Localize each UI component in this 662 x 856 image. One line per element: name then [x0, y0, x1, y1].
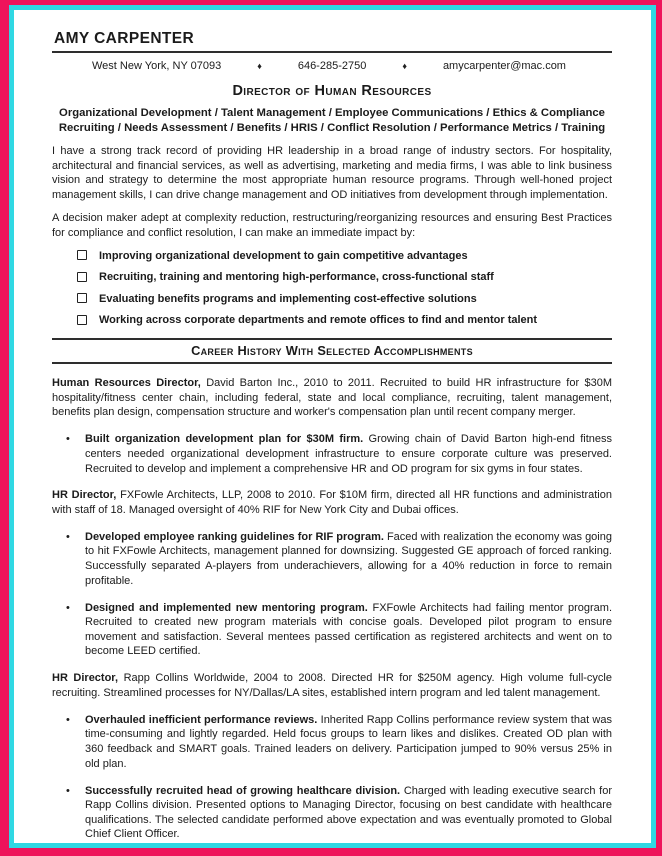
skills-line-2: Recruiting / Needs Assessment / Benefits / HRIS / Conflict Resolution / Performance Metrics / Training: [58, 121, 606, 134]
accomplishment-detail: Inherited Rapp Collins performance review system that was time-consuming and lightly regarded. Held focus groups to learn likes and dislikes. Created OD plan with 360 feedback and SMART goals. Trained leaders on delivery. Participation jumped to 90% versus 25% in old plan.: [85, 713, 612, 770]
skills-line-1: Organizational Development / Talent Management / Employee Communications / Ethics & Compliance: [59, 107, 605, 119]
list-item: [77, 292, 612, 306]
accomplishment-text: [85, 530, 612, 588]
contact-row: [52, 60, 612, 72]
accomplishment-lead: Overhauled inefficient performance reviews.: [85, 713, 318, 726]
checkbox-icon: [77, 293, 87, 303]
job-section: [52, 488, 612, 659]
job-summary: [52, 488, 612, 517]
summary-paragraph-2: A decision maker adept at complexity reduction, restructuring/reorganizing resources and ensuring Best Practices for compliance and conflict resolution, I can make an immediate impact by:: [52, 212, 612, 239]
job-description: David Barton Inc., 2010 to 2011. Recruited to build HR infrastructure for $30M hospitality/fitness center chain, including federal, state and local compliance, recruiting, talent management, benefits plan design, compensation structure and worker's compensation plan until recent company merger.: [52, 377, 612, 419]
accomplishment-text: [85, 601, 612, 659]
accomplishment-lead: Successfully recruited head of growing healthcare division.: [85, 784, 401, 797]
accomplishment-item: [52, 530, 612, 588]
checkbox-icon: [77, 315, 87, 325]
accomplishment-detail: FXFowle Architects had failing mentor program. Recruited to created new program materials with concise goals. Developed pilot program to ensure movement and satisfaction. Several mentees passed certification as registered architects and went on to become LEED certified.: [85, 601, 612, 658]
impact-list: [52, 249, 612, 328]
job-summary: [52, 671, 612, 700]
diamond-icon: ♦: [257, 61, 262, 71]
bullet-icon: •: [66, 784, 70, 797]
job-description: Rapp Collins Worldwide, 2004 to 2008. Directed HR for $250M agency. High volume full-cycle recruiting. Streamlined processes for NY/Dallas/LA sites, established intern program and led talent management.: [52, 672, 612, 699]
accomplishment-text: [85, 432, 612, 476]
section-header-career-history: Career History With Selected Accomplishments: [52, 338, 612, 364]
impact-item-label: Evaluating benefits programs and implementing cost-effective solutions: [99, 292, 477, 305]
list-item: [77, 270, 612, 284]
page-title: Director of Human Resources: [232, 83, 432, 99]
accomplishment-lead: Developed employee ranking guidelines for RIF program.: [85, 530, 384, 543]
accomplishment-item: [52, 713, 612, 771]
accomplishment-item: [52, 601, 612, 659]
job-title: Human Resources Director,: [52, 377, 201, 390]
page-frame-inner: [9, 5, 656, 848]
bullet-icon: •: [66, 433, 70, 446]
bullet-icon: •: [66, 601, 70, 614]
checkbox-icon: [77, 272, 87, 282]
accomplishment-detail: Faced with realization the economy was going to hit FXFowle Architects, management planned for downsizing. Suggested GE approach of forced ranking. Successfully separated A-players from underachievers, allowing for a 40% reduction in force to remain profitable.: [85, 530, 612, 587]
job-title: HR Director,: [52, 672, 119, 685]
resume-page: [14, 10, 651, 843]
accomplishment-lead: Designed and implemented new mentoring program.: [85, 601, 368, 614]
job-description: FXFowle Architects, LLP, 2008 to 2010. For $10M firm, directed all HR functions and administration with staff of 18. Managed oversight of 40% RIF for New York City and Dubai offices.: [52, 489, 612, 516]
candidate-name: AMY CARPENTER: [52, 30, 612, 53]
impact-item-label: Improving organizational development to gain competitive advantages: [99, 249, 468, 262]
impact-item-label: Recruiting, training and mentoring high-performance, cross-functional staff: [99, 271, 494, 284]
contact-phone: 646-285-2750: [297, 60, 367, 72]
accomplishment-text: [85, 784, 612, 842]
diamond-icon: ♦: [402, 61, 407, 71]
bullet-icon: •: [66, 530, 70, 543]
accomplishment-text: [85, 713, 612, 771]
contact-location: West New York, NY 07093: [92, 60, 222, 72]
bullet-icon: •: [66, 713, 70, 726]
list-item: [77, 249, 612, 263]
accomplishment-lead: Built organization development plan for $30M firm.: [85, 433, 364, 446]
impact-item-label: Working across corporate departments and remote offices to find and mentor talent: [99, 314, 538, 327]
job-title: HR Director,: [52, 489, 117, 502]
contact-email: amycarpenter@mac.com: [442, 60, 566, 72]
job-summary: [52, 376, 612, 420]
checkbox-icon: [77, 250, 87, 260]
skills-summary: [52, 106, 612, 135]
accomplishment-detail: Charged with leading executive search for Rapp Collins division. Presented options to Managing Director, focusing on best candidate with healthcare qualifications. The selected candidate performed above expectation and was eventually promoted to Global Chief Client Officer.: [85, 784, 612, 841]
list-item: [77, 313, 612, 327]
accomplishment-item: [52, 784, 612, 842]
summary-paragraph-1: I have a strong track record of providing HR leadership in a broad range of industry sectors. For hospitality, architectural and financial services, as well as advertising, marketing and media firms, I was able to link business vision and strategy to determine the most appropriate human resource programs. Through well-honed project management skills, I can drive change management and OD initiatives from development through implementation.: [52, 145, 612, 201]
accomplishment-detail: Growing chain of David Barton high-end fitness centers needed organizational development infrastructure to ensure corporate culture was preserved. Recruited to develop and implement a comprehensive HR and OD program for six gyms in four states.: [85, 433, 613, 475]
job-section: [52, 671, 612, 842]
accomplishment-item: [52, 432, 612, 476]
job-section: [52, 376, 612, 476]
